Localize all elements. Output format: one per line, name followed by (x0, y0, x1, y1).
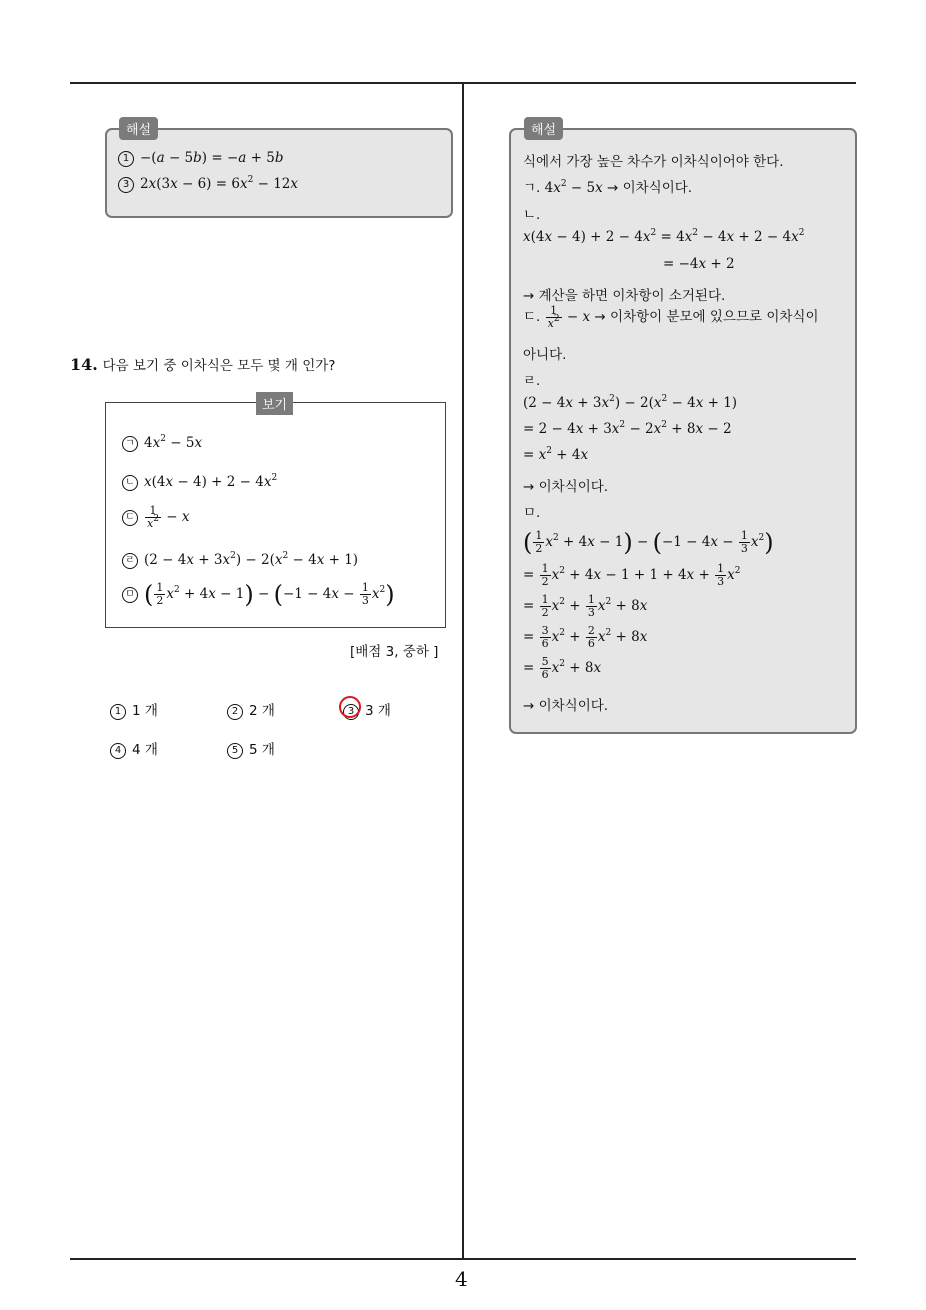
right-r-label: ㄹ. (523, 373, 541, 389)
choice-5-text: 5 개 (249, 742, 275, 758)
right-solution-tag: 해설 (524, 117, 563, 140)
right-n-line1: $x(4x - 4) + 2 - 4x^2 = 4x^2 - 4x + 2 - 4x^2$ (523, 228, 805, 245)
right-m-line2: = $\frac{1}{2}$ $x^2 + 4x - 1 + 1 + 4x$ + $\frac{1}{3}$ $x^2$ (523, 562, 741, 588)
question-text: 다음 보기 중 이차식은 모두 몇 개 인가? (102, 358, 336, 374)
boogi-item-r: ㄹ $(2 - 4x + 3x^2) - 2(x^2 - 4x + 1)$ (122, 552, 358, 569)
choice-4-text: 4 개 (132, 742, 158, 758)
boogi-item-m: ㅁ ( $\frac{1}{2}$ $x^2 + 4x - 1) - (-1 - 4x$ − $\frac{1}{3}$ $x^2$) (122, 582, 395, 607)
right-r-conclusion: → 이차식이다. (523, 479, 609, 495)
right-m-label: ㅁ. (523, 505, 541, 521)
left-solution-box (105, 128, 453, 218)
left-solution-tag: 해설 (119, 117, 158, 140)
right-m-line1: ( $\frac{1}{2}$ $x^2 + 4x - 1) - (-1 - 4x$ − $\frac{1}{3}$ $x^2$) (523, 528, 774, 557)
column-divider (462, 82, 464, 1259)
choice-3[interactable]: 3 3 개 (343, 699, 391, 720)
question-number: 14. (70, 355, 98, 374)
choice-4[interactable]: 4 4 개 (110, 738, 158, 759)
left-solution-line-1: 1 −(a − 5b) = −a + 5b (118, 150, 283, 167)
page-number: 4 (455, 1267, 468, 1291)
question-heading (70, 354, 335, 374)
right-m-line5: = $\frac{5}{6}$ $x^2 + 8x$ (523, 655, 602, 681)
right-g-line: ㄱ. $4x^2 - 5x$ → 이차식이다. (523, 179, 693, 196)
boogi-tag: 보기 (256, 392, 293, 415)
right-n-label: ㄴ. (523, 207, 541, 223)
choice-1[interactable]: 1 1 개 (110, 699, 158, 720)
choice-3-text: 3 개 (365, 703, 391, 719)
choice-2[interactable]: 2 2 개 (227, 699, 275, 720)
right-r-line2: = $2 - 4x + 3x^2 - 2x^2 + 8x - 2$ (523, 420, 732, 437)
right-n-line2: = −4x + 2 (663, 256, 735, 272)
choice-2-text: 2 개 (249, 703, 275, 719)
right-n-conclusion: → 계산을 하면 이차항이 소거된다. (523, 288, 726, 304)
left-solution-line-2: 3 $2x(3x - 6) = 6x^2 - 12x$ (118, 176, 298, 193)
right-intro: 식에서 가장 높은 차수가 이차식이어야 한다. (523, 154, 784, 170)
choice-1-text: 1 개 (132, 703, 158, 719)
score-label: [배점 3, 중하 ] (350, 644, 439, 660)
right-r-line1: $(2 - 4x + 3x^2) - 2(x^2 - 4x + 1)$ (523, 394, 738, 411)
right-m-conclusion: → 이차식이다. (523, 698, 609, 714)
right-m-line3: = $\frac{1}{2}$ $x^2$ + $\frac{1}{3}$ $x^2 + 8x$ (523, 593, 648, 619)
right-m-line4: = $\frac{3}{6}$ $x^2$ + $\frac{2}{6}$ $x^2 + 8x$ (523, 624, 648, 650)
boogi-item-d: ㄷ $\frac{1}{x^2}$ − x (122, 505, 189, 530)
choice-5[interactable]: 5 5 개 (227, 738, 275, 759)
right-d-line: ㄷ. $\frac{1}{x^2}$ − x → 이차항이 분모에 있으므로 이차식이 (523, 304, 819, 330)
right-r-line3: = $x^2 + 4x$ (523, 446, 589, 463)
boogi-item-n: ㄴ $x(4x - 4) + 2 - 4x^2$ (122, 474, 277, 491)
answer-mark-circle (339, 696, 361, 718)
right-d-line2: 아니다. (523, 347, 567, 363)
boogi-item-g: ㄱ $4x^2 - 5x$ (122, 435, 202, 452)
